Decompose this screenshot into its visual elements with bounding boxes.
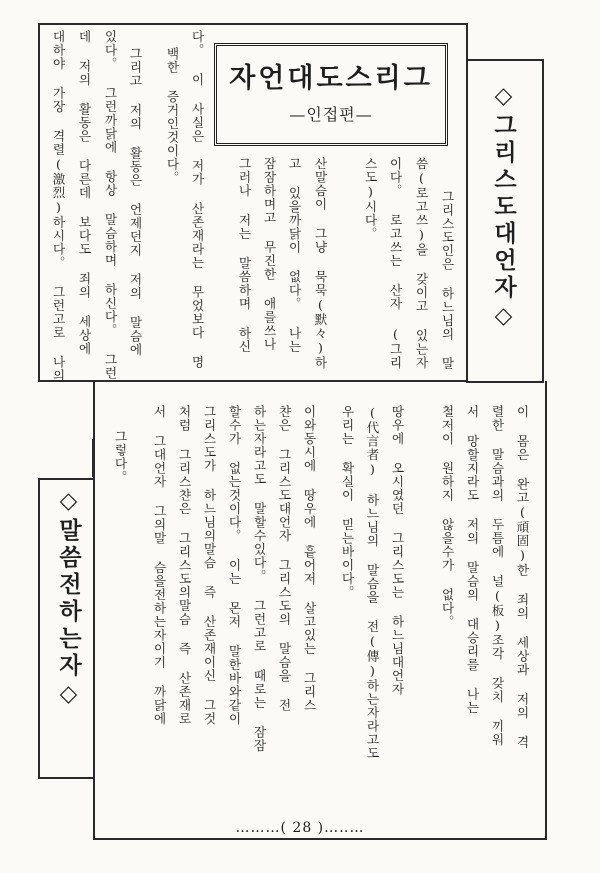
- text-column: 씀(로고쓰)을 갖이고 있는자: [414, 157, 429, 370]
- text-column: (代言者) 하느님의 말슴을 전(傳)하는자라고도: [365, 405, 380, 760]
- text-column: 고 있을까닭이 없다。 나는: [287, 157, 302, 354]
- title-box: [214, 43, 448, 146]
- text-column: 서 망할지라도 저의 말슴의 대승리를 나는: [465, 405, 480, 715]
- text-column: 렬한 말슴과의 두틈에 널(板)조각 갖치 끼워: [490, 405, 505, 747]
- section-heading-top: ◇그리스도대언자◇: [490, 82, 517, 333]
- text-column: 이 몸은 완고(頑固)한 죄의 세상과 저의 격: [515, 405, 530, 749]
- text-column: 그리스도인은 하느님의 말: [440, 190, 455, 371]
- text-column: 서 그대언자 그의말 슴을전하는자이기 까닭에: [152, 405, 167, 726]
- text-column: 이다。 로고쓰는 산자 (그리: [388, 157, 403, 370]
- section-heading-bottom: ◇말씀전하는자◇: [55, 487, 82, 711]
- divider-line: [466, 381, 543, 383]
- text-column: 그리고 저의 활동은 언제던지 저의 말슴에: [128, 47, 143, 357]
- text-column: 다。 이 사실은 저가 산존재라는 무었보다 명: [190, 30, 205, 369]
- page-title: 자언대도스리그: [229, 63, 433, 94]
- text-column: 그리스도가 하느님의말슴 즉 산존재이신 그것: [202, 405, 217, 726]
- text-column: 철저이 원하지 않을수가 없다。: [440, 405, 455, 629]
- text-column: 이와동시에 땅우에 흩어저 살고있는 그리스: [302, 405, 317, 712]
- text-column: 스도)시다。: [363, 157, 378, 241]
- text-column: 처럼 그리스챤은 그리스도의말슴 즉 산존재로: [177, 405, 192, 726]
- text-column: 데 저의 활동은 다른데 보다도 죄의 세상에: [77, 30, 92, 356]
- divider-line: [92, 439, 94, 477]
- page-number: ………( 28 )…‥…: [235, 820, 365, 836]
- text-column: 백한 증거인것이다。: [165, 47, 180, 185]
- text-column: 있다。 그런까닭에 항상 말슴하며 하신다。 그런: [103, 30, 118, 380]
- text-column: 할수가 없는것이다。 이는 몬저 말한바와같이: [227, 405, 242, 726]
- page-subtitle: —인접편—: [289, 105, 373, 124]
- text-column: 대하야 가장 격렬(激烈)하시다。 그런고로 나의: [51, 30, 66, 383]
- text-column: 우리는 확실이 믿는바이다。: [340, 405, 355, 599]
- text-column: 산말슴이 그냥 묵묵(默々)하: [313, 157, 328, 370]
- text-column: 그렇다。: [113, 430, 128, 484]
- text-column: 챤은 그리스도대언자 그리스도의 말슴을 전: [277, 405, 292, 712]
- text-column: 그러나 저는 말씀하며 하신: [237, 157, 252, 354]
- text-column: 하는자라고도 말할수있다。 그런고로 때로는 잠잠: [252, 405, 267, 753]
- text-column: 잠잠하며고 무진한 애를쓰나: [262, 157, 277, 351]
- text-column: 땅우에 오시였던 그리스도는 하느님대언자: [390, 405, 405, 696]
